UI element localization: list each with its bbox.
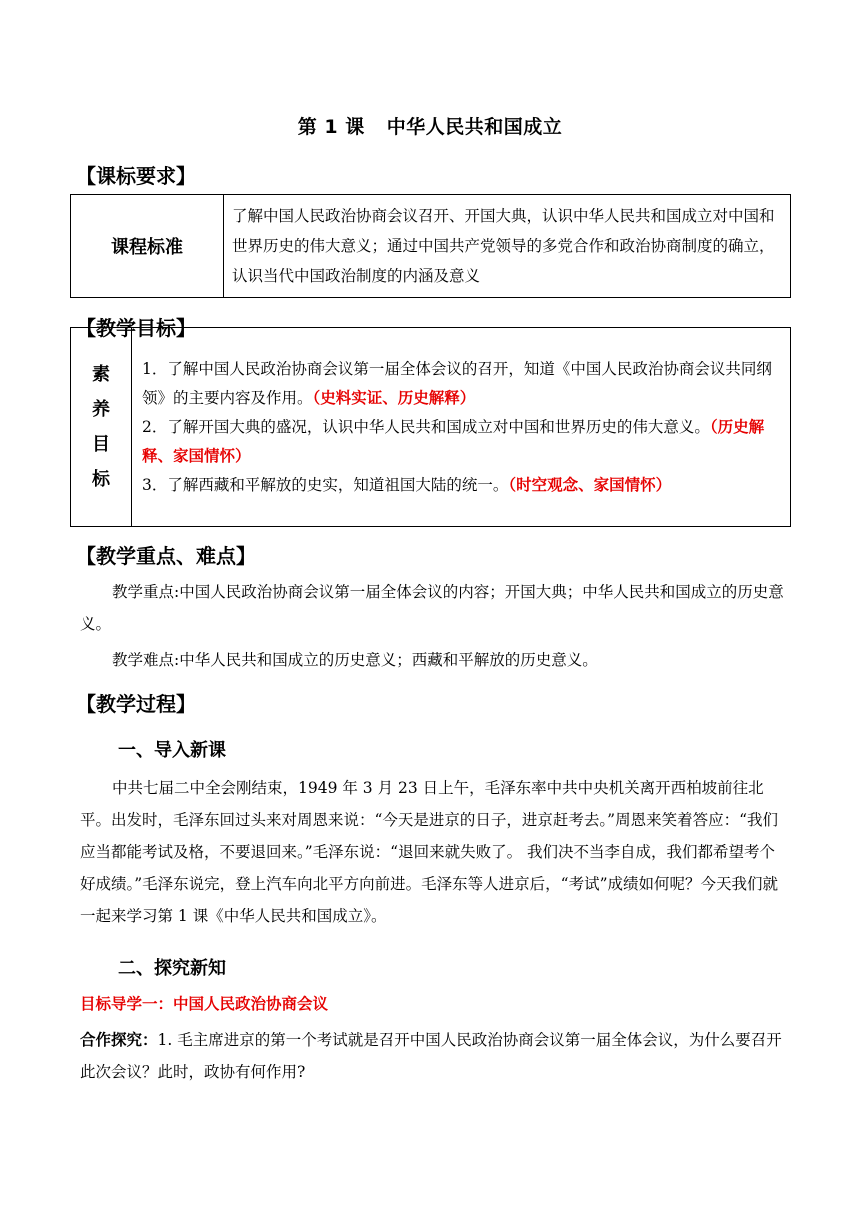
key-point-paragraph: 教学重点:中国人民政治协商会议第一届全体会议的内容；开国大典；中华人民共和国成立的历史意义。 xyxy=(80,583,784,633)
standard-head: 课程标准 xyxy=(71,195,224,298)
section-heading-standards: 【课标要求】 xyxy=(76,164,196,188)
lesson-title xyxy=(0,112,860,139)
goals-head xyxy=(71,328,132,527)
goals-head-char: 标 xyxy=(92,469,110,490)
standard-text: 了解中国人民政治协商会议召开、开国大典，认识中华人民共和国成立对中国和世界历史的伟大意义；通过中国共产党领导的多党合作和政治协商制度的确立，认识当代中国政治制度的内涵及意义 xyxy=(224,195,791,298)
goals-head-char: 目 xyxy=(92,434,110,455)
section-heading-key-points: 【教学重点、难点】 xyxy=(76,544,256,568)
lesson-number: 第 1 课 xyxy=(297,116,365,138)
difficulty-paragraph: 教学难点:中华人民共和国成立的历史意义；西藏和平解放的历史意义。 xyxy=(112,651,598,669)
goal-item: 1．了解中国人民政治协商会议第一届全体会议的召开，知道《中国人民政治协商会议共同纲领》的主要内容及作用。（史料实证、历史解释） xyxy=(142,359,772,407)
goal-item: 2．了解开国大典的盛况，认识中华人民共和国成立对中国和世界历史的伟大意义。（历史解释、家国情怀） xyxy=(142,417,765,465)
goals-head-char: 养 xyxy=(92,399,110,420)
teaching-goals-table xyxy=(70,327,791,527)
curriculum-standard-table xyxy=(70,194,791,298)
cooperative-label: 合作探究： xyxy=(80,1031,158,1049)
goals-head-char: 素 xyxy=(92,364,110,385)
section-heading-process: 【教学过程】 xyxy=(76,692,196,716)
part-heading-intro: 一、导入新课 xyxy=(118,740,226,761)
intro-paragraph: 中共七届二中全会刚结束，1949 年 3 月 23 日上午，毛泽东率中共中央机关离开西柏坡前往北平。出发时，毛泽东回过头来对周恩来说：“今天是进京的日子，进京赶考去。”周恩来笑着答应：“我们应当都能考试及格，不要退回来。”毛泽东说：“退回来就失败了。 我们决不当李自成，我们都希望考个好成绩。”毛泽东说完，登上汽车向北平方向前进。毛泽东等人进京后，“考试”成绩如何呢？今天我们就一起来学习第 1 课《中华人民共和国成立》。 xyxy=(80,779,779,925)
goal-tag: （历史解释、家国情怀） xyxy=(142,417,765,465)
goal-guide-heading: 目标导学一：中国人民政治协商会议 xyxy=(80,995,329,1013)
goal-tag: （史料实证、历史解释） xyxy=(312,388,476,407)
goal-item: 3．了解西藏和平解放的史实，知道祖国大陆的统一。（时空观念、家国情怀） xyxy=(142,475,672,494)
lesson-name: 中华人民共和国成立 xyxy=(386,116,563,138)
section-heading-goals: 【教学目标】 xyxy=(76,316,196,340)
goals-body xyxy=(132,328,791,527)
cooperative-text: 1. 毛主席进京的第一个考试就是召开中国人民政治协商会议第一届全体会议，为什么要召开此次会议？此时，政协有何作用? xyxy=(80,1031,782,1081)
cooperative-inquiry xyxy=(80,1024,785,1088)
goal-tag: （时空观念、家国情怀） xyxy=(508,475,672,494)
part-heading-explore: 二、探究新知 xyxy=(118,958,226,979)
